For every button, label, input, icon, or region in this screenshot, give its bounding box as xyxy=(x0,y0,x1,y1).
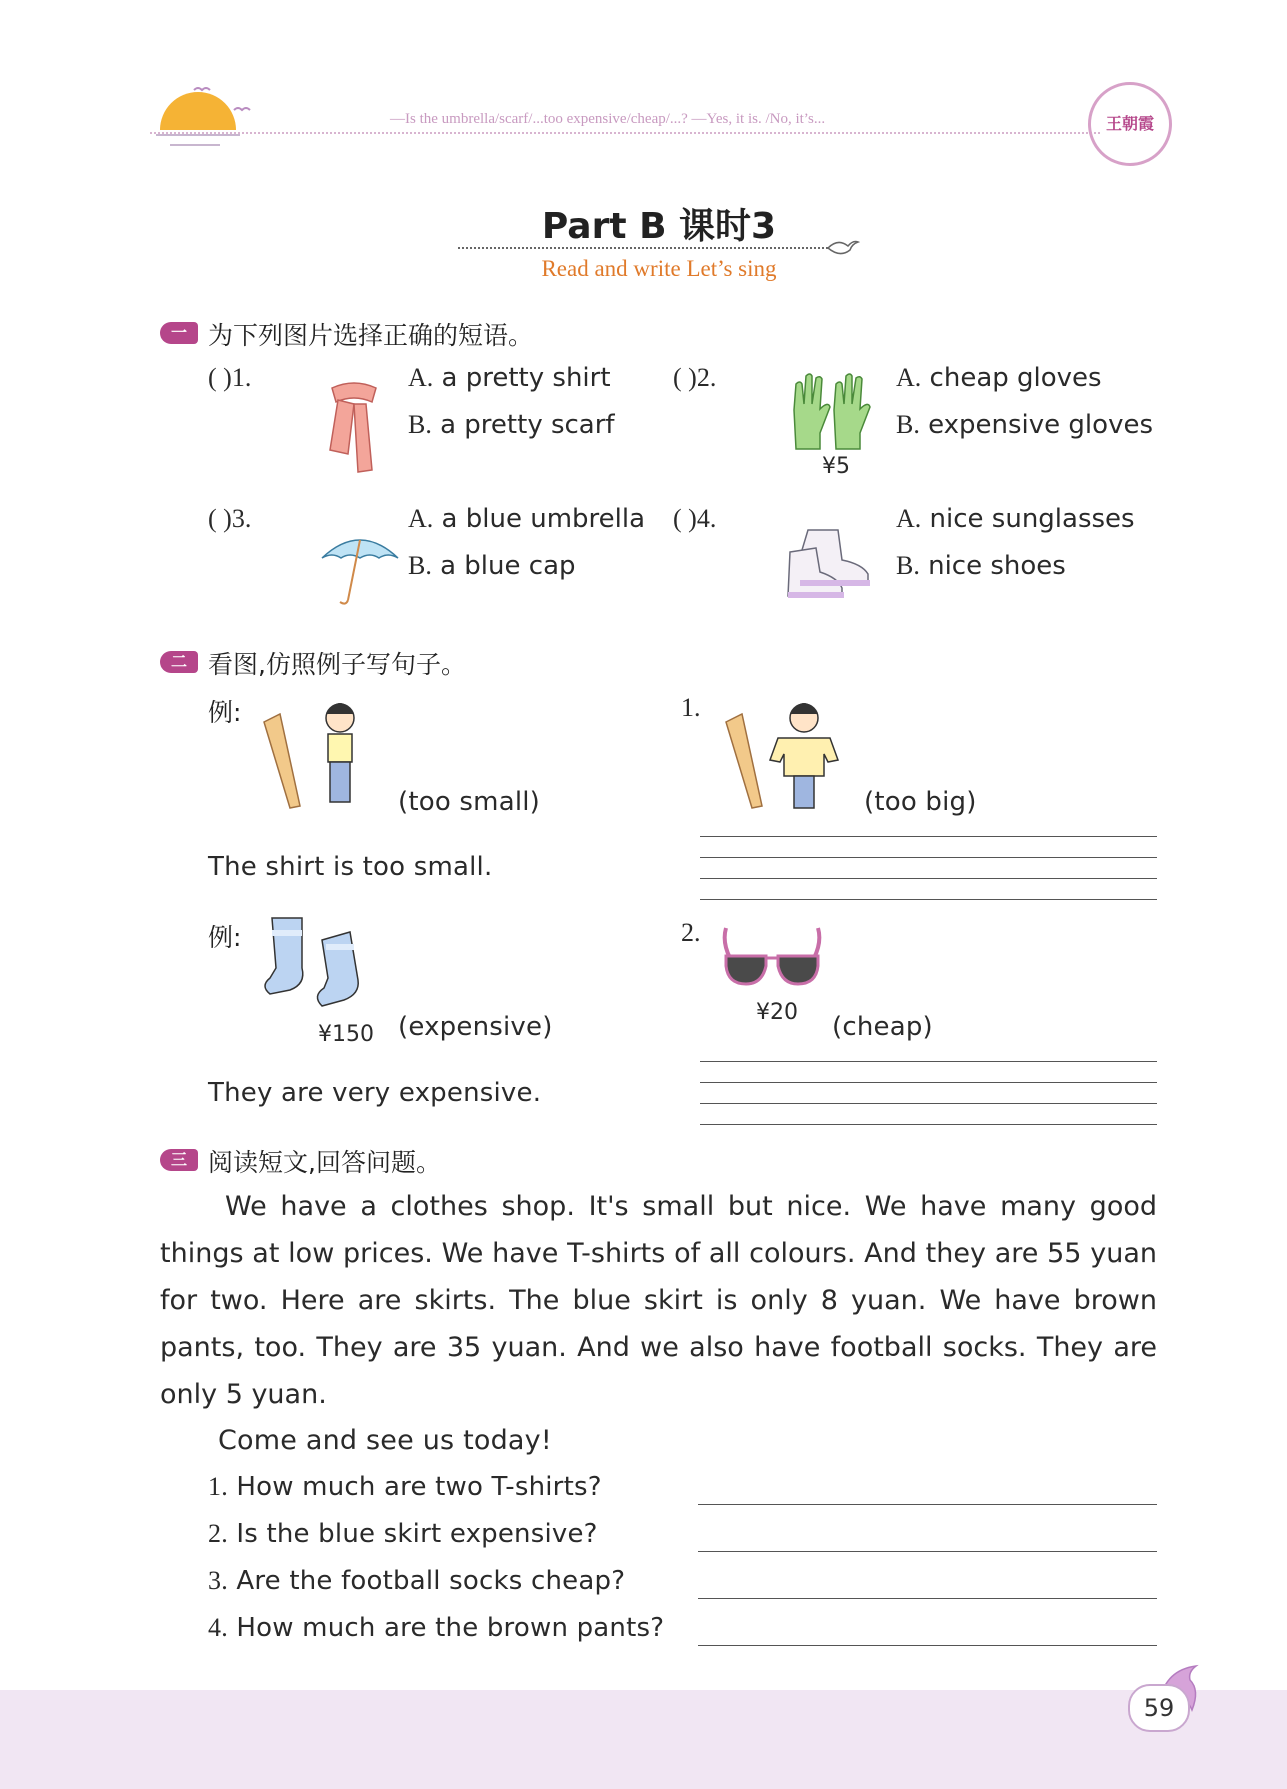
brand-name: 王朝霞 xyxy=(1105,114,1154,133)
brand-seal xyxy=(1088,82,1172,166)
q1-answer-paren[interactable]: ( )1. xyxy=(208,363,252,392)
section2-badge: 二 xyxy=(160,651,198,673)
page-subtitle: Read and write Let’s sing xyxy=(541,256,777,281)
example1-sentence: The shirt is too small. xyxy=(208,852,493,882)
section2-title: 看图,仿照例子写句子。 xyxy=(208,650,466,679)
reading-answer-line-2[interactable] xyxy=(698,1551,1157,1552)
section3-badge: 三 xyxy=(160,1149,198,1171)
example1-label: 例: xyxy=(208,698,242,727)
reading-question-4: 4. How much are the brown pants? xyxy=(208,1613,665,1643)
question2-hint: (cheap) xyxy=(832,1012,933,1042)
title-underline xyxy=(458,247,828,249)
header-text: —Is the umbrella/scarf/...too expensive/cheap/...? —Yes, it is. /No, it’s... xyxy=(390,111,826,127)
q2-answer-line-4[interactable] xyxy=(700,1124,1157,1125)
reading-answer-line-3[interactable] xyxy=(698,1598,1157,1599)
sunglasses-icon xyxy=(720,922,824,1000)
page-title: Part B 课时3 xyxy=(541,206,777,247)
question1-hint: (too big) xyxy=(864,787,977,817)
reading-question-2: 2. Is the blue skirt expensive? xyxy=(208,1519,598,1549)
q4-option-a[interactable]: A. nice sunglasses xyxy=(896,504,1135,534)
reading-question-1: 1. How much are two T-shirts? xyxy=(208,1472,602,1502)
girl-mirror-icon xyxy=(258,696,380,816)
header-divider xyxy=(150,132,1100,134)
q1-answer-line-2[interactable] xyxy=(700,857,1157,858)
q2-answer-paren[interactable]: ( )2. xyxy=(673,363,717,392)
section1-title: 为下列图片选择正确的短语。 xyxy=(208,321,534,350)
example2-hint: (expensive) xyxy=(398,1012,553,1042)
sun-logo-icon xyxy=(150,80,260,160)
q3-option-b[interactable]: B. a blue cap xyxy=(408,551,576,581)
example1-hint: (too small) xyxy=(398,787,541,817)
page-number: 59 xyxy=(1128,1684,1190,1732)
q2-price: ¥5 xyxy=(822,454,850,479)
q2-option-b[interactable]: B. expensive gloves xyxy=(896,410,1153,440)
q1-answer-line-1[interactable] xyxy=(700,836,1157,837)
girl-big-shirt-icon xyxy=(720,696,850,816)
shoes-icon xyxy=(784,522,884,606)
bird-icon xyxy=(826,236,860,258)
q3-answer-paren[interactable]: ( )3. xyxy=(208,504,252,533)
q1-answer-line-4[interactable] xyxy=(700,899,1157,900)
q2-option-a[interactable]: A. cheap gloves xyxy=(896,363,1102,393)
q4-option-b[interactable]: B. nice shoes xyxy=(896,551,1066,581)
q2-answer-line-3[interactable] xyxy=(700,1103,1157,1104)
socks-icon xyxy=(262,914,374,1018)
q1-option-a[interactable]: A. a pretty shirt xyxy=(408,363,611,393)
q3-option-a[interactable]: A. a blue umbrella xyxy=(408,504,646,534)
example2-label: 例: xyxy=(208,923,242,952)
umbrella-icon xyxy=(318,524,402,608)
example2-sentence: They are very expensive. xyxy=(208,1078,542,1108)
reading-question-3: 3. Are the football socks cheap? xyxy=(208,1566,626,1596)
passage-closing: Come and see us today! xyxy=(218,1425,552,1456)
q2-answer-line-1[interactable] xyxy=(700,1061,1157,1062)
question1-number: 1. xyxy=(681,693,701,722)
section1-badge: 一 xyxy=(160,322,198,344)
question2-number: 2. xyxy=(681,918,701,947)
section3-title: 阅读短文,回答问题。 xyxy=(208,1148,441,1177)
gloves-icon xyxy=(786,370,882,458)
reading-answer-line-4[interactable] xyxy=(698,1645,1157,1646)
reading-answer-line-1[interactable] xyxy=(698,1504,1157,1505)
question2-price: ¥20 xyxy=(756,1000,798,1025)
q4-answer-paren[interactable]: ( )4. xyxy=(673,504,717,533)
example2-price: ¥150 xyxy=(318,1022,374,1047)
q1-answer-line-3[interactable] xyxy=(700,878,1157,879)
footer-band xyxy=(0,1690,1287,1789)
reading-passage: We have a clothes shop. It's small but nice. We have many good things at low prices. We have T-shirts of all colours. And they are 55 yuan for two. Here are skirts. The blue skirt is only 8 yuan. We have brown pants, too. They are 35 yuan. And we also have football socks. They are only 5 yuan. xyxy=(160,1191,1157,1410)
scarf-icon xyxy=(324,378,384,478)
q2-answer-line-2[interactable] xyxy=(700,1082,1157,1083)
q1-option-b[interactable]: B. a pretty scarf xyxy=(408,410,615,440)
